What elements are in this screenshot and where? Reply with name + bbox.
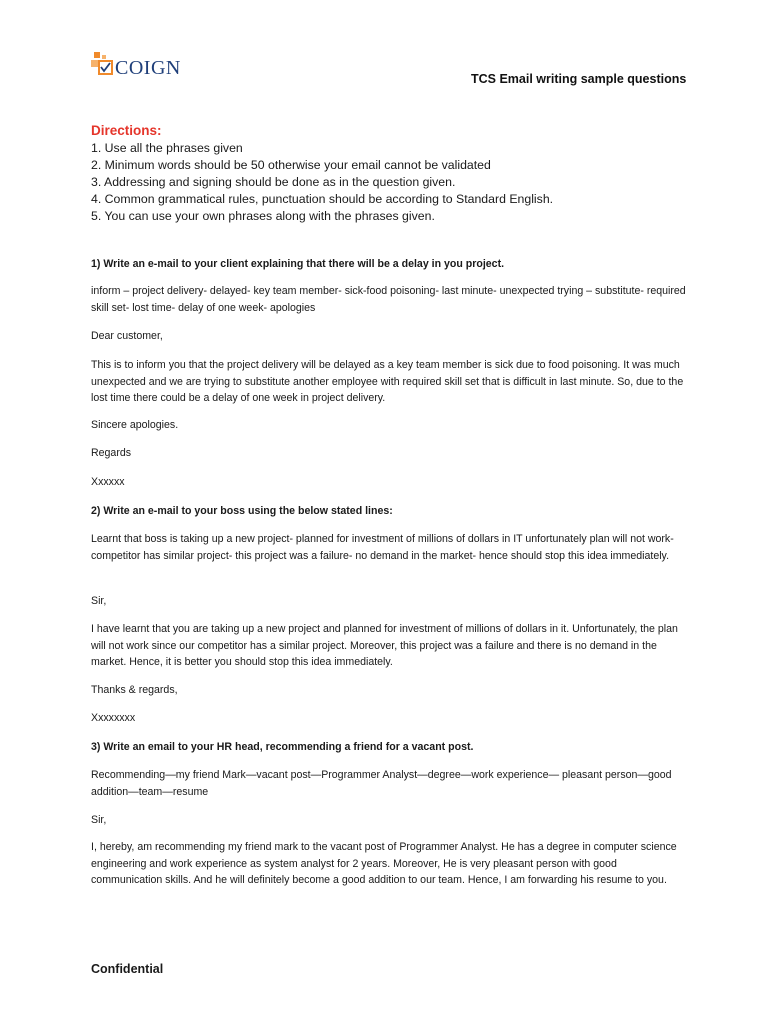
q1-regards: Regards — [91, 447, 132, 459]
logo-mark-icon — [91, 51, 117, 81]
q1-salutation: Dear customer, — [91, 330, 163, 342]
list-item: 4. Common grammatical rules, punctuation should be according to Standard English. — [91, 192, 554, 206]
directions-list — [91, 140, 691, 225]
page-title: TCS Email writing sample questions — [471, 72, 687, 86]
q1-body: This is to inform you that the project delivery will be delayed as a key team member is sick due to food poisoning. It was much unexpected and we are trying to substitute another employee with required skill set that is difficult in last minute. So, due to the lost time there could be a delay of one week in project delivery. — [91, 359, 684, 404]
confidential-footer: Confidential — [91, 962, 164, 976]
q2-heading: 2) Write an e-mail to your boss using the below stated lines: — [91, 505, 393, 517]
q1-heading: 1) Write an e-mail to your client explaining that there will be a delay in you project. — [91, 258, 505, 270]
q2-phrases: Learnt that boss is taking up a new project- planned for investment of millions of dollars in IT unfortunately plan will not work- competitor has similar project- this project was a failure- no demand in the market- hence should stop this idea immediately. — [91, 533, 674, 562]
list-item: 3. Addressing and signing should be done as in the question given. — [91, 175, 456, 189]
q2-closing: Thanks & regards, — [91, 684, 178, 696]
q3-body: I, hereby, am recommending my friend mark to the vacant post of Programmer Analyst. He has a degree in computer science engineering and work experience as system analyst for 2 years. Moreover, He is very pleasant person with good communication skills. And he will definitely become a good addition to our team. Hence, I am forwarding his resume to you. — [91, 841, 677, 886]
q3-phrases: Recommending—my friend Mark—vacant post—Programmer Analyst—degree—work experience— pleasant person—good addition—team—resume — [91, 769, 672, 798]
q3-salutation: Sir, — [91, 814, 107, 826]
q2-signature: Xxxxxxxx — [91, 712, 136, 724]
q3-heading: 3) Write an email to your HR head, recommending a friend for a vacant post. — [91, 741, 474, 753]
q1-closing: Sincere apologies. — [91, 419, 179, 431]
list-item: 2. Minimum words should be 50 otherwise your email cannot be validated — [91, 158, 491, 172]
list-item: 1. Use all the phrases given — [91, 141, 243, 155]
list-item: 5. You can use your own phrases along with the phrases given. — [91, 209, 435, 223]
q2-salutation: Sir, — [91, 595, 107, 607]
q2-body: I have learnt that you are taking up a new project and planned for investment of millions of dollars in it. Unfortunately, the plan will not work since our competitor has a similar project. Moreover, this project was a failure and there is no demand in the market. Hence, it is better you should stop this idea immediately. — [91, 623, 678, 668]
q1-phrases: inform – project delivery- delayed- key team member- sick-food poisoning- last minute- unexpected trying – substitute- required skill set- lost time- delay of one week- apologies — [91, 285, 686, 314]
logo-text: COIGN — [115, 57, 181, 79]
directions-heading: Directions: — [91, 123, 162, 138]
coign-logo — [91, 51, 191, 83]
q1-signature: Xxxxxx — [91, 476, 125, 488]
